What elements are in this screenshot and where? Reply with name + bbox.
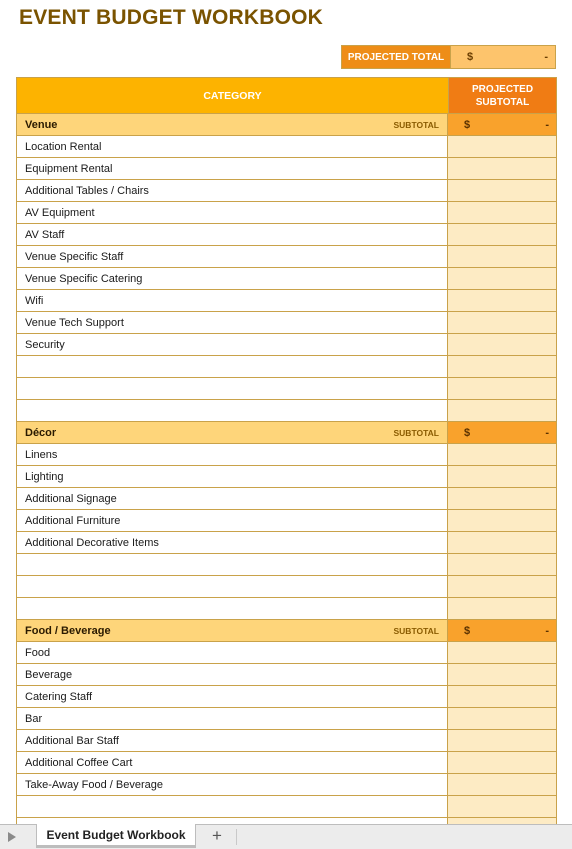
subtotal-value-cell[interactable] xyxy=(448,796,556,817)
category-cell[interactable] xyxy=(17,730,448,751)
table-row xyxy=(17,334,556,356)
subtotal-value-cell[interactable] xyxy=(448,202,556,223)
section-name-cell[interactable] xyxy=(17,114,448,135)
category-cell[interactable] xyxy=(17,444,448,465)
category-cell[interactable] xyxy=(17,466,448,487)
projected-total-currency: $ xyxy=(467,51,474,63)
subtotal-value-cell[interactable] xyxy=(448,312,556,333)
category-cell[interactable] xyxy=(17,136,448,157)
table-row xyxy=(17,356,556,378)
category-label: Linens xyxy=(25,448,58,461)
table-row xyxy=(17,708,556,730)
table-row xyxy=(17,290,556,312)
table-row xyxy=(17,224,556,246)
subtotal-value-cell[interactable] xyxy=(448,378,556,399)
category-cell[interactable] xyxy=(17,686,448,707)
table-row xyxy=(17,400,556,422)
subtotal-value-cell[interactable] xyxy=(448,708,556,729)
subtotal-value-cell[interactable] xyxy=(448,642,556,663)
subtotal-value-cell[interactable] xyxy=(448,246,556,267)
table-row xyxy=(17,268,556,290)
category-label: Location Rental xyxy=(25,140,102,153)
table-row xyxy=(17,312,556,334)
section-name-cell[interactable] xyxy=(17,620,448,641)
category-cell[interactable] xyxy=(17,246,448,267)
subtotal-value-cell[interactable] xyxy=(448,180,556,201)
table-row xyxy=(17,180,556,202)
workbook-title: EVENT BUDGET WORKBOOK xyxy=(19,6,324,29)
section-subtotal-value: - xyxy=(545,118,549,131)
section-row xyxy=(17,620,556,642)
subtotal-label: SUBTOTAL xyxy=(393,427,439,438)
category-label: Equipment Rental xyxy=(25,162,113,175)
category-cell[interactable] xyxy=(17,532,448,553)
category-cell[interactable] xyxy=(17,268,448,289)
table-row xyxy=(17,378,556,400)
section-row xyxy=(17,114,556,136)
table-row xyxy=(17,774,556,796)
table-header xyxy=(17,78,556,114)
table-row xyxy=(17,664,556,686)
table-row xyxy=(17,488,556,510)
section-name: Food / Beverage xyxy=(25,624,111,637)
table-row xyxy=(17,752,556,774)
category-cell[interactable] xyxy=(17,158,448,179)
section-subtotal-currency: $ xyxy=(464,118,471,131)
table-row xyxy=(17,730,556,752)
category-label: Wifi xyxy=(25,294,44,307)
subtotal-value-cell[interactable] xyxy=(448,510,556,531)
category-cell[interactable] xyxy=(17,224,448,245)
category-cell[interactable] xyxy=(17,554,448,575)
table-row xyxy=(17,444,556,466)
section-subtotal-currency: $ xyxy=(464,426,471,439)
category-cell[interactable] xyxy=(17,356,448,377)
category-label: Venue Specific Catering xyxy=(25,272,143,285)
table-row xyxy=(17,796,556,818)
category-label: Beverage xyxy=(25,668,73,681)
table-row xyxy=(17,532,556,554)
subtotal-label: SUBTOTAL xyxy=(393,119,439,130)
table-row xyxy=(17,686,556,708)
category-label: Additional Signage xyxy=(25,492,117,505)
subtotal-value-cell[interactable] xyxy=(448,488,556,509)
add-sheet-button[interactable]: + xyxy=(212,826,222,845)
table-row xyxy=(17,136,556,158)
category-cell[interactable] xyxy=(17,400,448,421)
table-row xyxy=(17,554,556,576)
category-label: Lighting xyxy=(25,470,64,483)
category-cell[interactable] xyxy=(17,202,448,223)
table-row xyxy=(17,510,556,532)
category-label: Take-Away Food / Beverage xyxy=(25,778,163,791)
subtotal-value-cell[interactable] xyxy=(448,136,556,157)
subtotal-value-cell[interactable] xyxy=(448,400,556,421)
category-header: CATEGORY xyxy=(17,78,449,113)
projected-total-value-cell[interactable] xyxy=(451,46,555,68)
projected-total-box xyxy=(341,45,556,69)
subtotal-value-cell[interactable] xyxy=(448,598,556,619)
section-name: Venue xyxy=(25,118,58,131)
subtotal-value-cell[interactable] xyxy=(448,334,556,355)
section-subtotal-value: - xyxy=(545,624,549,637)
category-label: Venue Tech Support xyxy=(25,316,124,329)
category-label: Catering Staff xyxy=(25,690,93,703)
table-row xyxy=(17,576,556,598)
subtotal-value-cell[interactable] xyxy=(448,268,556,289)
category-cell[interactable] xyxy=(17,752,448,773)
category-label: AV Equipment xyxy=(25,206,95,219)
section-name: Décor xyxy=(25,426,57,439)
projected-total-value: - xyxy=(544,51,548,63)
table-row xyxy=(17,466,556,488)
subtotal-value-cell[interactable] xyxy=(448,356,556,377)
subtotal-value-cell[interactable] xyxy=(448,532,556,553)
category-label: Bar xyxy=(25,712,43,725)
scroll-tabs-arrow-icon[interactable] xyxy=(8,832,16,842)
subtotal-value-cell[interactable] xyxy=(448,752,556,773)
subtotal-value-cell[interactable] xyxy=(448,730,556,751)
table-row xyxy=(17,202,556,224)
table-row xyxy=(17,598,556,620)
subtotal-value-cell[interactable] xyxy=(448,444,556,465)
category-label: Additional Tables / Chairs xyxy=(25,184,149,197)
category-cell[interactable] xyxy=(17,488,448,509)
category-cell[interactable] xyxy=(17,378,448,399)
category-label: Additional Decorative Items xyxy=(25,536,159,549)
subtotal-value-cell[interactable] xyxy=(448,554,556,575)
category-label: Additional Coffee Cart xyxy=(25,756,133,769)
subtotal-value-cell[interactable] xyxy=(448,576,556,597)
category-cell[interactable] xyxy=(17,664,448,685)
category-label: Food xyxy=(25,646,51,659)
section-subtotal-cell[interactable] xyxy=(448,422,556,443)
sheet-tab-bar xyxy=(0,824,572,849)
table-row xyxy=(17,246,556,268)
category-cell[interactable] xyxy=(17,576,448,597)
category-cell[interactable] xyxy=(17,642,448,663)
subtotal-label: SUBTOTAL xyxy=(393,625,439,636)
category-label: Venue Specific Staff xyxy=(25,250,124,263)
category-cell[interactable] xyxy=(17,312,448,333)
subtotal-value-cell[interactable] xyxy=(448,224,556,245)
budget-table xyxy=(16,77,557,840)
category-cell[interactable] xyxy=(17,180,448,201)
section-subtotal-cell[interactable] xyxy=(448,620,556,641)
category-cell[interactable] xyxy=(17,334,448,355)
category-cell[interactable] xyxy=(17,708,448,729)
section-subtotal-value: - xyxy=(545,426,549,439)
sheet-tab-event-budget-workbook[interactable]: Event Budget Workbook xyxy=(36,824,196,846)
section-subtotal-cell[interactable] xyxy=(448,114,556,135)
category-label: Additional Furniture xyxy=(25,514,121,527)
subtotal-value-cell[interactable] xyxy=(448,290,556,311)
subtotal-value-cell[interactable] xyxy=(448,664,556,685)
category-cell[interactable] xyxy=(17,510,448,531)
table-row xyxy=(17,642,556,664)
category-cell[interactable] xyxy=(17,598,448,619)
table-row xyxy=(17,158,556,180)
subtotal-value-cell[interactable] xyxy=(448,774,556,795)
category-label: AV Staff xyxy=(25,228,65,241)
section-subtotal-currency: $ xyxy=(464,624,471,637)
projected-subtotal-header: PROJECTED SUBTOTAL xyxy=(449,78,556,113)
subtotal-value-cell[interactable] xyxy=(448,686,556,707)
subtotal-value-cell[interactable] xyxy=(448,466,556,487)
table-body xyxy=(17,114,556,840)
section-name-cell[interactable] xyxy=(17,422,448,443)
category-label: Security xyxy=(25,338,65,351)
category-label: Additional Bar Staff xyxy=(25,734,119,747)
category-cell[interactable] xyxy=(17,774,448,795)
category-cell[interactable] xyxy=(17,290,448,311)
section-row xyxy=(17,422,556,444)
projected-total-label: PROJECTED TOTAL xyxy=(342,46,451,68)
subtotal-value-cell[interactable] xyxy=(448,158,556,179)
tab-divider xyxy=(236,829,237,845)
category-cell[interactable] xyxy=(17,796,448,817)
